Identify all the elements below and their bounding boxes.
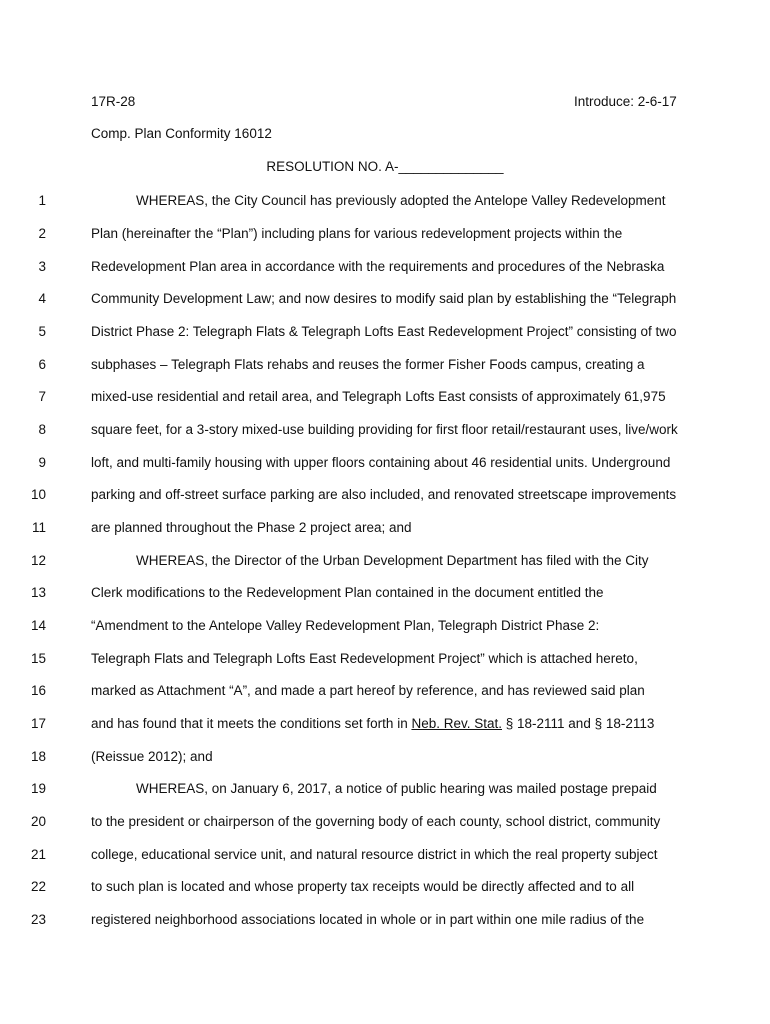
line-number: 7: [38, 389, 46, 404]
line-text: Community Development Law; and now desires to modify said plan by establishing the “Telegraph: [91, 291, 677, 306]
line-text: registered neighborhood associations located in whole or in part within one mile radius of the: [91, 912, 645, 927]
text-line: [0, 650, 770, 668]
line-text: (Reissue 2012); and: [91, 749, 213, 764]
line-number: 12: [30, 553, 46, 568]
line-number: 19: [30, 781, 46, 796]
text-line: [0, 258, 770, 276]
line-number: 3: [38, 259, 46, 274]
text-line: [0, 715, 770, 733]
text-line: [0, 780, 770, 798]
line-text: marked as Attachment “A”, and made a part hereof by reference, and has reviewed said plan: [91, 683, 645, 698]
line-text: college, educational service unit, and natural resource district in which the real property subject: [91, 847, 658, 862]
text-line: [0, 813, 770, 831]
line-number: 1: [38, 193, 46, 208]
introduce-date: Introduce: 2-6-17: [574, 94, 677, 109]
text-line: [0, 617, 770, 635]
text-line: [0, 682, 770, 700]
line-number: 23: [30, 912, 46, 927]
line-text: parking and off-street surface parking are also included, and renovated streetscape improvements: [91, 487, 677, 502]
line-number: 21: [30, 847, 46, 862]
line-number: 18: [30, 749, 46, 764]
statute-citation: Neb. Rev. Stat.: [411, 716, 502, 731]
line-text: WHEREAS, on January 6, 2017, a notice of public hearing was mailed postage prepaid: [136, 781, 657, 796]
line-number: 6: [38, 357, 46, 372]
line-text: mixed-use residential and retail area, and Telegraph Lofts East consists of approximately 61,975: [91, 389, 666, 404]
line-number: 10: [30, 487, 46, 502]
plan-conformity-subject: Comp. Plan Conformity 16012: [91, 126, 272, 141]
text-line: [0, 911, 770, 929]
line-text: Clerk modifications to the Redevelopment Plan contained in the document entitled the: [91, 585, 604, 600]
line-number: 20: [30, 814, 46, 829]
line-number: 22: [30, 879, 46, 894]
line-text: “Amendment to the Antelope Valley Redevelopment Plan, Telegraph District Phase 2:: [91, 618, 600, 633]
line-number: 5: [38, 324, 46, 339]
text-line: [0, 454, 770, 472]
line-number: 17: [30, 716, 46, 731]
text-line: [0, 584, 770, 602]
line-text: to such plan is located and whose property tax receipts would be directly affected and to all: [91, 879, 635, 894]
line-text: WHEREAS, the Director of the Urban Development Department has filed with the City: [136, 553, 649, 568]
line-text: subphases – Telegraph Flats rehabs and reuses the former Fisher Foods campus, creating a: [91, 357, 645, 372]
text-line: [0, 846, 770, 864]
resolution-title: RESOLUTION NO. A-______________: [266, 159, 504, 174]
line-text: WHEREAS, the City Council has previously adopted the Antelope Valley Redevelopment: [136, 193, 666, 208]
text-line: [0, 356, 770, 374]
file-number: 17R-28: [91, 94, 136, 109]
line-number: 13: [30, 585, 46, 600]
text-line: [0, 421, 770, 439]
text-line: [0, 748, 770, 766]
text-line: [0, 192, 770, 210]
line-text-part: § 18-2111 and § 18-2113: [502, 716, 655, 731]
text-line: [0, 486, 770, 504]
line-text: square feet, for a 3-story mixed-use building providing for first floor retail/restaurant uses, live/work: [91, 422, 678, 437]
line-text: to the president or chairperson of the governing body of each county, school district, community: [91, 814, 661, 829]
text-line: [0, 552, 770, 570]
text-line: [0, 388, 770, 406]
line-text: District Phase 2: Telegraph Flats & Telegraph Lofts East Redevelopment Project” consisting of two: [91, 324, 677, 339]
line-number: 8: [38, 422, 46, 437]
text-line: [0, 519, 770, 537]
line-number: 15: [30, 651, 46, 666]
line-text: Telegraph Flats and Telegraph Lofts East Redevelopment Project” which is attached hereto,: [91, 651, 638, 666]
line-number: 16: [30, 683, 46, 698]
line-number: 4: [38, 291, 46, 306]
line-text: [91, 715, 654, 733]
line-number: 14: [30, 618, 46, 633]
line-text-part: and has found that it meets the conditions set forth in: [91, 716, 412, 731]
line-text: Plan (hereinafter the “Plan”) including plans for various redevelopment projects within the: [91, 226, 623, 241]
line-number: 11: [31, 520, 46, 535]
text-line: [0, 290, 770, 308]
text-line: [0, 225, 770, 243]
line-text: loft, and multi-family housing with upper floors containing about 46 residential units. Underground: [91, 455, 671, 470]
text-line: [0, 878, 770, 896]
line-number: 2: [38, 226, 46, 241]
line-number: 9: [38, 455, 46, 470]
text-line: [0, 323, 770, 341]
line-text: Redevelopment Plan area in accordance with the requirements and procedures of the Nebraska: [91, 259, 665, 274]
line-text: are planned throughout the Phase 2 project area; and: [91, 520, 412, 535]
